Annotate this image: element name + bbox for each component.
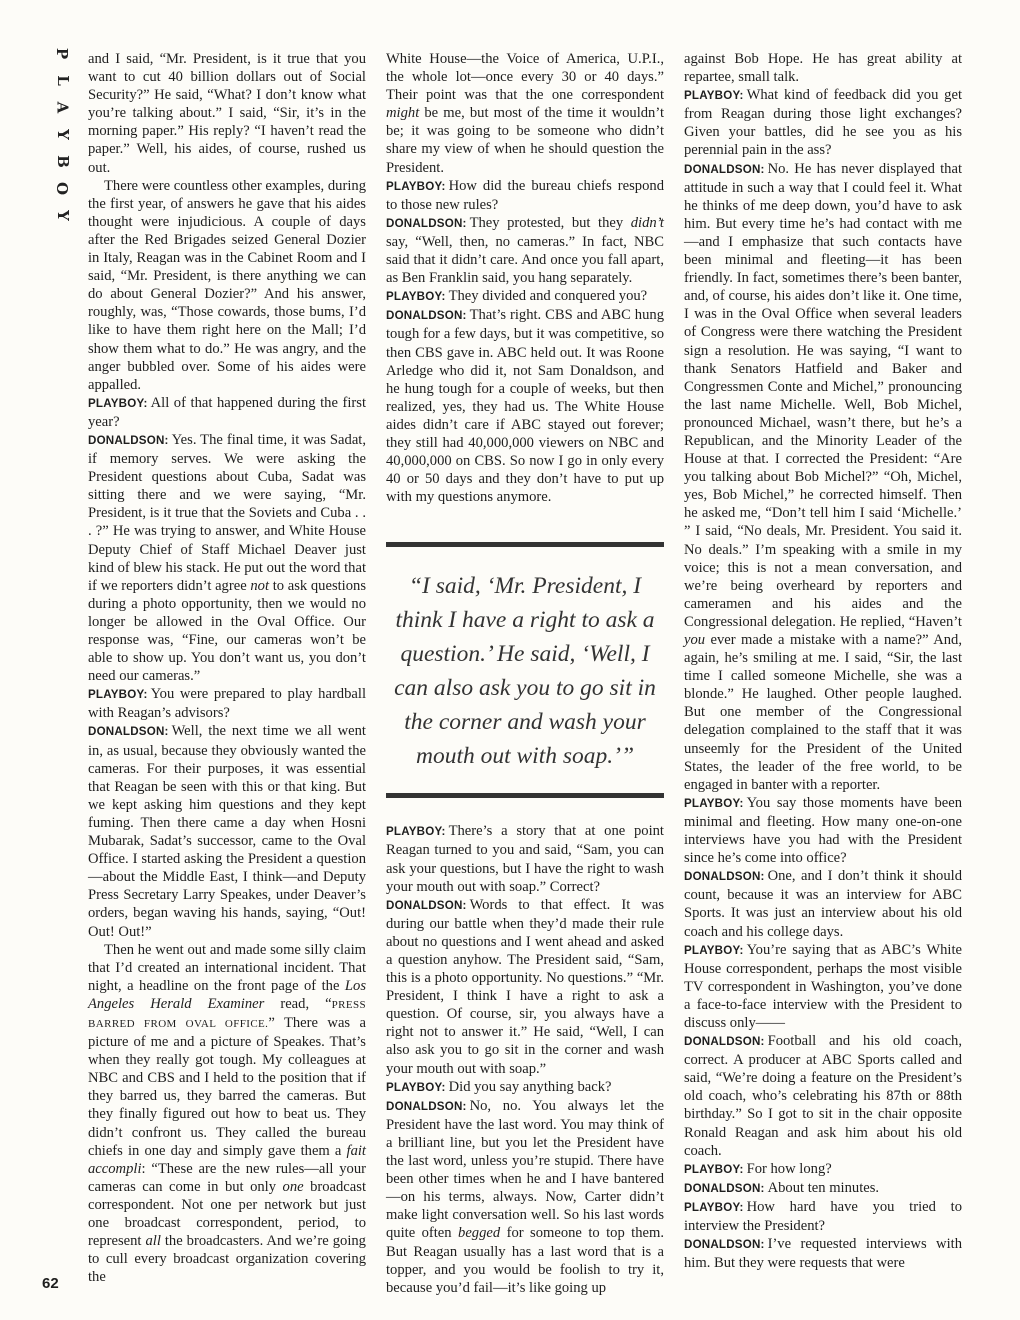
logo-letter: L — [53, 75, 72, 86]
logo-letter: Y — [53, 129, 72, 140]
interview-answer: DONALDSON: No, no. You always let the President have the last word. You may think of a brilliant line, but you let the President have the last word, unless you’re stupid. There have been other times when he and I have bantered—on his terms, always. Now, Carter didn’t make light conversation well. So his last words quite often begged for someone to top them. But Reagan usually has a last word that is a topper, and you would be foolish to try it, because you’d fail—it’s like going up — [386, 1097, 664, 1296]
interview-answer: DONALDSON: Words to that effect. It was during our battle when they’d made their rule about no questions and I went ahead and asked a question anyhow. The President said, “Sam, this is a photo opportunity. No questions.” “Mr. President, I think I have a right to ask a question. Of course, sir, you always have a right not to answer it.” He said, “Well, I can also ask you to go sit in the corner and wash your mouth out with soap.” — [386, 896, 664, 1077]
speaker-label: DONALDSON: — [684, 1238, 765, 1252]
interview-question: PLAYBOY: You were prepared to play hardball with Reagan’s advisors? — [88, 686, 366, 722]
interview-question: PLAYBOY: They divided and conquered you? — [386, 288, 648, 305]
interview-answer: DONALDSON: About ten minutes. — [684, 1179, 880, 1196]
logo-letter: O — [53, 181, 72, 196]
interview-question: PLAYBOY: You say those moments have been minimal and fleeting. How many one-on-one interviews have you had with the President since he’s come into office? — [684, 794, 962, 867]
interview-answer: DONALDSON: One, and I don’t think it should count, because it was an interview for ABC Sports. It was just an interview about his old coach and his college days. — [684, 868, 962, 940]
speaker-label: PLAYBOY: — [386, 179, 446, 193]
speaker-label: PLAYBOY: — [88, 396, 148, 410]
interview-question: PLAYBOY: What kind of feedback did you get from Reagan during those light exchanges? Given your battles, did he see you as his perennial pain in the ass? — [684, 87, 962, 159]
speaker-label: PLAYBOY: — [684, 89, 744, 103]
speaker-label: DONALDSON: — [386, 1099, 467, 1113]
paragraph: against Bob Hope. He has great ability at repartee, small talk. — [684, 51, 962, 86]
interview-answer: DONALDSON: I’ve requested interviews with him. But they were requests that were — [684, 1236, 962, 1272]
speaker-label: DONALDSON: — [88, 725, 169, 739]
logo-letter: A — [53, 101, 72, 114]
logo-letter: P — [53, 47, 72, 60]
interview-question: PLAYBOY: You’re saying that as ABC’s White House correspondent, perhaps the most visible TV correspondent in Washington, you’ve done a face-to-face interview with the President to discuss only—— — [684, 941, 962, 1031]
interview-answer: DONALDSON: Football and his old coach, correct. A producer at ABC Sports called and said, “We’re doing a feature on the President’s old coach, who’s celebrating his 87th or 88th birthday.” So I got to sit in the chair opposite Ronald Reagan and ask him about his old coach. — [684, 1033, 962, 1159]
speaker-label: PLAYBOY: — [684, 1162, 744, 1176]
speaker-label: DONALDSON: — [684, 1181, 765, 1195]
text-column-3 — [684, 50, 962, 1272]
interview-question: PLAYBOY: Did you say anything back? — [386, 1078, 612, 1095]
interview-question: PLAYBOY: All of that happened during the first year? — [88, 394, 366, 430]
paragraph: and I said, “Mr. President, is it true that you want to cut 40 billion dollars out of Social Security?” He said, “What? I don’t know what you’re talking about.” I said, “Sir, it’s in the morning paper.” His reply? “I haven’t read the paper.” Well, his aides, of course, rushed us out. — [88, 51, 366, 176]
speaker-label: PLAYBOY: — [386, 1080, 446, 1094]
text-column-1 — [88, 50, 366, 1286]
interview-answer: DONALDSON: Well, the next time we all went in, as usual, because they obviously wanted the cameras. For their purposes, it was essential that Reagan be seen with this or that king. But we kept asking him questions and they kept fuming. Then there came a day when Hosni Mubarak, Sadat’s successor, came to the Oval Office. I started asking the President a question—about the Middle East, I think—and Deputy Press Secretary Larry Speakes, under Deaver’s orders, began waving his hands, saying, “Out! Out! Out!” — [88, 723, 366, 940]
interview-question: PLAYBOY: There’s a story that at one point Reagan turned to you and said, “Sam, you can ask your questions, but I have the right to wash your mouth out with soap.” Correct? — [386, 823, 664, 895]
paragraph: White House—the Voice of America, U.P.I., the whole lot—once every 30 or 40 days.” Their point was that the one correspondent might be me, but most of the time it wouldn’t be; it was going to be someone who didn’t share my view of when he should question the President. — [386, 51, 665, 176]
speaker-label: DONALDSON: — [684, 870, 765, 884]
pullquote: “I said, ‘Mr. President, I think I have a right to ask a question.’ He said, ‘Well, I can also ask you to go sit in the corner and wash your mouth out with soap.’” — [394, 573, 656, 770]
paragraph: There were countless other examples, during the first year, of answers he gave that his aides thought were injudicious. A couple of days after the Red Brigades seized General Dozier in Italy, Reagan was in the Cabinet Room and I said, “Mr. President, is there anything we can do about General Dozier?” And his answer, roughly, was, “Those cowards, those bums, I’d like to have them right here on the Mall; I’d show them what to do.” He was angry, and the anger bubbled over. Some of his aides were appalled. — [88, 177, 366, 393]
speaker-label: PLAYBOY: — [684, 796, 744, 810]
interview-question: PLAYBOY: How hard have you tried to interview the President? — [684, 1198, 962, 1234]
pullquote-rule-bottom — [386, 793, 664, 798]
speaker-label: DONALDSON: — [386, 898, 467, 912]
text-column-2 — [386, 50, 664, 1297]
speaker-label: PLAYBOY: — [684, 943, 744, 957]
speaker-label: PLAYBOY: — [386, 290, 446, 304]
logo-letter: Y — [53, 210, 72, 221]
speaker-label: DONALDSON: — [386, 309, 467, 323]
magazine-logo-vertical — [52, 40, 72, 229]
speaker-label: PLAYBOY: — [88, 688, 148, 702]
interview-answer: DONALDSON: Yes. The final time, it was Sadat, if memory serves. We were asking the President questions about Cuba, Sadat was sitting there and we were saying, “Mr. President, is it true that the Soviets and Cuba . . . ?” He was trying to answer, and White House Deputy Chief of Staff Michael Deaver just kind of blew his stack. He put out the word that if we reporters didn’t agree not to ask questions during a photo opportunity, then we would no longer be allowed in the Oval Office. Our response was, “Fine, our cameras won’t be able to show up. You don’t want us, you don’t need our cameras.” — [88, 431, 367, 685]
interview-answer: DONALDSON: No. He has never displayed that attitude in such a way that I could feel it. What he thinks of me deep down, you’d have to ask him. But every time he’s had contact with me—and I emphasize that such contacts have been minimal and fleeting—it has been friendly. In fact, sometimes there’s been banter, and, of course, his aides don’t like it. One time, I was in the Oval Office when several leaders of Congress were there watching the President sign a resolution. He was saying, “I want to thank Senators Hatfield and Baker and Congressmen Conte and Michel,” pronouncing the last name Michelle. Well, Bob Michel, pronounced Michael, wasn’t there, but he’s a Republican, and the Minority Leader of the House at that. I corrected the President: “Are you talking about Bob Michel?” “Oh, Michel, yes, Bob Michel,” he corrected himself. Then he asked me, “Don’t tell him I said ‘Michelle.’ ” I said, “No deals, Mr. President. You said it. No deals.” I’m speaking with a smile in my voice; this is not a mean conversation, and we’re being overheard by reporters and cameramen and his aides and the Congressional delegation. He replied, “Haven’t you ever made a mistake with a name?” And, again, he’s smiling at me. I said, “Sir, the last time I called someone Michelle, she was a blonde.” He laughed. Other people laughed. But one member of the Congressional delegation complained to the staff that it was unseemly for the President of the United States, the leader of the free world, to be engaged in banter with a reporter. — [684, 160, 962, 793]
logo-letter: B — [53, 155, 72, 168]
speaker-label: DONALDSON: — [684, 162, 765, 176]
speaker-label: PLAYBOY: — [386, 825, 446, 839]
speaker-label: DONALDSON: — [88, 433, 169, 447]
speaker-label: PLAYBOY: — [684, 1200, 744, 1214]
interview-answer: DONALDSON: That’s right. CBS and ABC hung tough for a few days, but it was competitive, so then CBS gave in. ABC held out. It was Roone Arledge who did it, not Sam Donaldson, and he hung tough for a couple of weeks, but then realized, yes, they had us. The White House aides didn’t care if ABC stayed out forever; they still had 40,000,000 viewers on NBC and 40,000,000 on CBS. So now I go in only every 40 or 50 days and they don’t have to put up with my questions anymore. — [386, 307, 664, 506]
speaker-label: DONALDSON: — [684, 1035, 765, 1049]
page-number: 62 — [42, 1275, 59, 1292]
speaker-label: DONALDSON: — [386, 216, 467, 230]
interview-question: PLAYBOY: For how long? — [684, 1160, 832, 1177]
interview-answer: DONALDSON: They protested, but they didn’t say, “Well, then, no cameras.” In fact, NBC said that it didn’t care. And once you fall apart, as Ben Franklin said, you hang separately. — [386, 214, 664, 287]
interview-question: PLAYBOY: How did the bureau chiefs respond to those new rules? — [386, 177, 664, 213]
pullquote-rule-top — [386, 542, 664, 547]
paragraph: Then he went out and made some silly claim that I’d created an international incident. That night, a headline on the front page of the Los Angeles Herald Examiner read, “PRESS BARRED FROM OVAL OFFICE.” There was a picture of me and a picture of Speakes. That’s when they really got tough. My colleagues at NBC and CBS and I held to the position that if they barred us, they barred the cameras. But they finally figured out how to beat us. They didn’t confront us. They called the bureau chiefs in one day and simply gave them a fait accompli: “These are the new rules—all your cameras can come in but only one broadcast correspondent. Not one per network but just one broadcast correspondent, period, to represent all the broadcasters. And we’re going to cull every broadcast organization covering the — [88, 941, 366, 1286]
